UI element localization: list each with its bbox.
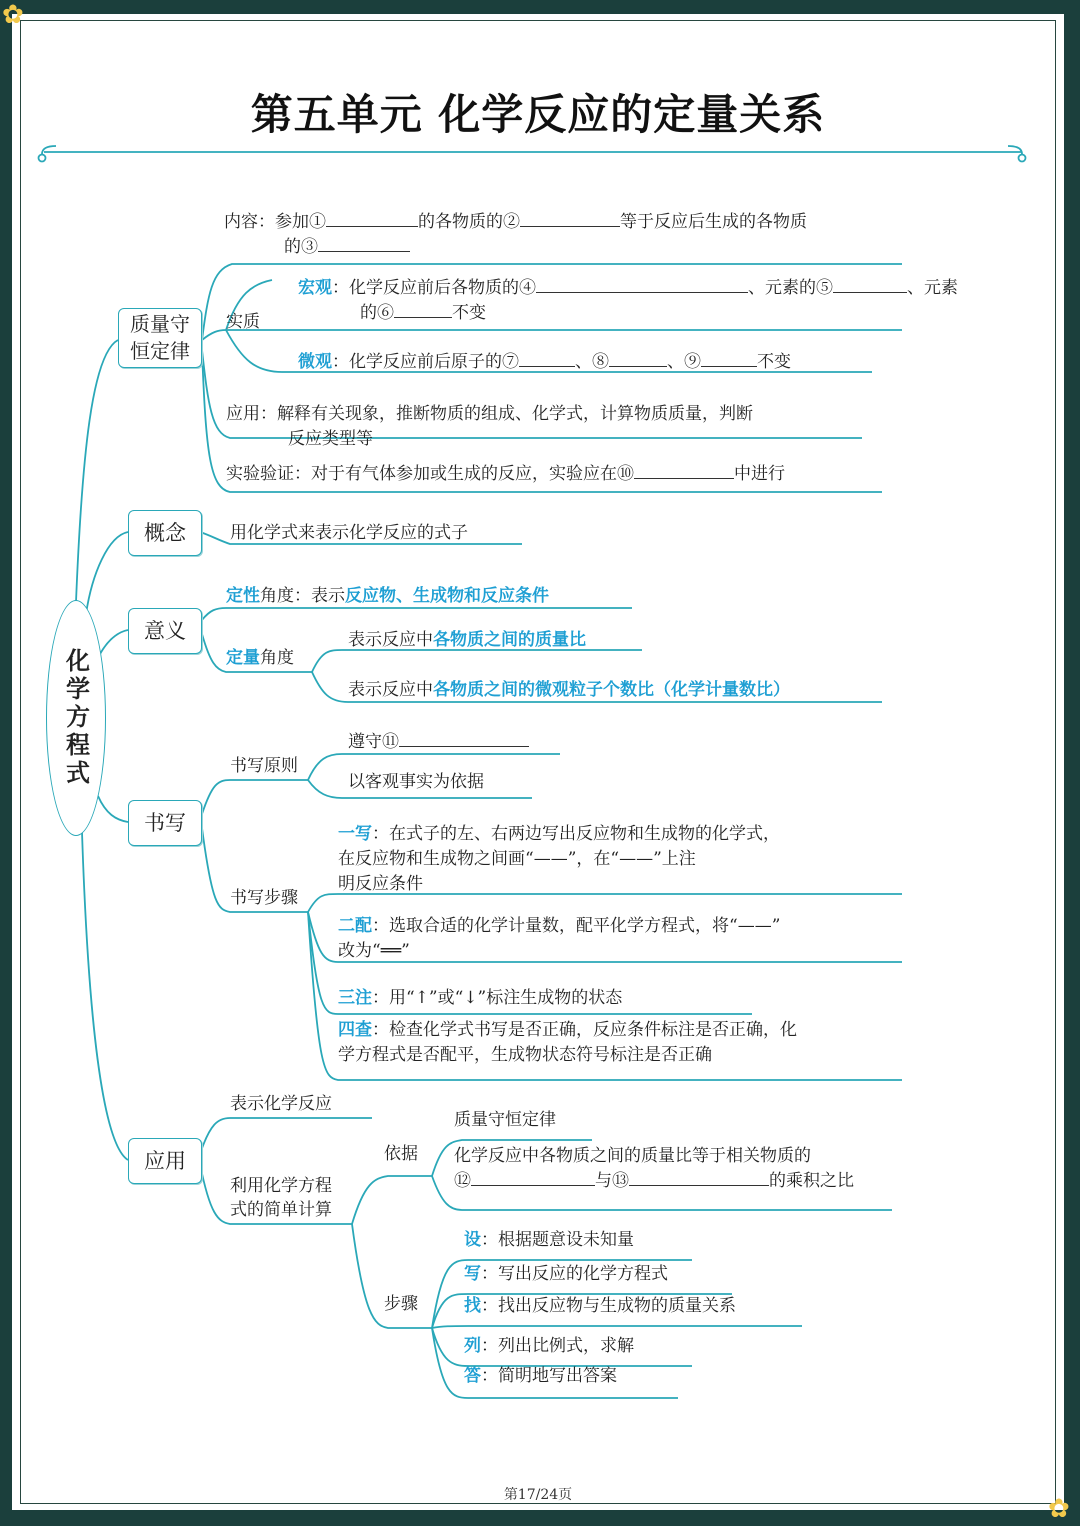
macro-d: 的⑥	[360, 303, 394, 323]
node-mass-conservation-label: 质量守恒定律	[130, 312, 190, 363]
blank-11	[399, 730, 529, 747]
blank-1	[326, 210, 418, 227]
blank-10	[634, 462, 734, 479]
write-step1-line2: 在反应物和生成物之间画“——”，在“——”上注	[338, 849, 696, 869]
s2-a: ：选取合适的化学计量数，配平化学方程式，将“——”	[372, 916, 781, 936]
blank-13	[629, 1169, 769, 1186]
title-rule-left-dot	[39, 155, 46, 162]
micro-d: 不变	[757, 352, 791, 372]
node-application: 应用	[128, 1138, 202, 1184]
calc-step-3	[464, 1294, 736, 1319]
s3-key: 三注	[338, 988, 372, 1008]
write-step1-line1	[338, 822, 780, 847]
meaning-qual	[226, 584, 549, 609]
q2-a: 表示反应中	[348, 680, 433, 700]
s1-key: 一写	[338, 824, 372, 844]
corner-flower-icon: ✿	[1048, 1494, 1070, 1524]
st2-text: ：写出反应的化学方程式	[481, 1264, 668, 1284]
link-root-writing	[98, 796, 128, 822]
macro-e: 不变	[452, 303, 486, 323]
link-calc-basis	[352, 1176, 432, 1224]
calc-step-2	[464, 1262, 668, 1287]
blank-12	[471, 1169, 595, 1186]
q1-a: 表示反应中	[348, 630, 433, 650]
st5-text: ：简明地写出答案	[481, 1366, 617, 1386]
exp-a: 实验验证：对于有气体参加或生成的反应，实验应在⑩	[226, 464, 634, 484]
write-step4-line2: 学方程式是否配平，生成物状态符号标注是否正确	[338, 1045, 712, 1065]
blank-8	[609, 350, 667, 367]
node-mass-conservation	[118, 308, 202, 368]
s4-a: ：检查化学式书写是否正确，反应条件标注是否正确，化	[372, 1020, 797, 1040]
mass-content-b: 的各物质的②	[418, 212, 520, 232]
link-writing-principle	[202, 780, 308, 814]
node-writing: 书写	[128, 800, 202, 846]
blank-9	[701, 350, 757, 367]
page	[12, 14, 1064, 1510]
st3-key: 找	[464, 1296, 481, 1316]
st2-key: 写	[464, 1264, 481, 1284]
write-step1-line3: 明反应条件	[338, 874, 423, 894]
s2-key: 二配	[338, 916, 372, 936]
calc-step-5	[464, 1364, 617, 1389]
concept-text: 用化学式来表示化学反应的式子	[230, 523, 468, 543]
mass-content-a: 内容：参加①	[224, 212, 326, 232]
node-concept: 概念	[128, 510, 202, 556]
write-step4-line1	[338, 1018, 797, 1043]
micro-key: 微观	[298, 352, 332, 372]
st5-key: 答	[464, 1366, 481, 1386]
mass-exp	[226, 462, 785, 487]
blank-4	[536, 276, 748, 293]
macro-key: 宏观	[298, 278, 332, 298]
link-mass-essence	[202, 330, 226, 340]
meaning-quant	[226, 646, 294, 671]
link-root-concept	[86, 532, 128, 614]
mass-app-line1: 应用：解释有关现象，推断物质的组成、化学式，计算物质质量，判断	[226, 404, 753, 424]
node-meaning: 意义	[128, 608, 202, 654]
st4-key: 列	[464, 1336, 481, 1356]
s4-key: 四查	[338, 1020, 372, 1040]
quant-key: 定量	[226, 648, 260, 668]
qual-a: 角度：表示	[260, 586, 345, 606]
micro-c: 、⑨	[667, 352, 701, 372]
b2-d: 的乘积之比	[769, 1171, 854, 1191]
exp-b: 中进行	[734, 464, 785, 484]
writing-principle-2: 以客观事实为依据	[348, 772, 484, 792]
mass-content-line2	[284, 235, 410, 260]
st4-text: ：列出比例式，求解	[481, 1336, 634, 1356]
title-rule-right-dot	[1019, 155, 1026, 162]
write-step2-line1	[338, 914, 780, 939]
page-title: 第五单元 化学反应的定量关系	[250, 90, 826, 139]
write-step3	[338, 986, 622, 1011]
root-node: 化学方程式	[46, 600, 106, 836]
writing-principle-1	[348, 730, 529, 755]
macro-b: 、元素的⑤	[748, 278, 833, 298]
link-quant-1	[312, 650, 642, 672]
writing-principle: 书写原则	[230, 756, 298, 776]
mass-essence: 实质	[226, 312, 260, 332]
calc-step-4	[464, 1334, 634, 1359]
micro-a: ：化学反应前后原子的⑦	[332, 352, 519, 372]
app-steps: 步骤	[384, 1294, 418, 1314]
q2-b: 各物质之间的微观粒子个数比（化学计量数比）	[433, 680, 790, 700]
blank-6	[394, 301, 452, 318]
link-root-meaning	[100, 630, 128, 654]
blank-2	[520, 210, 620, 227]
write-step2-line2: 改为“══”	[338, 941, 410, 961]
app-2-line2: 式的简单计算	[230, 1200, 332, 1220]
blank-7	[519, 350, 575, 367]
quant-a: 角度	[260, 648, 294, 668]
app-2-line1: 利用化学方程	[230, 1176, 332, 1196]
app-basis-1: 质量守恒定律	[454, 1110, 556, 1130]
mass-content-line1	[224, 210, 807, 235]
qual-b: 反应物、生成物和反应条件	[345, 586, 549, 606]
app-basis: 依据	[384, 1144, 418, 1164]
p1-text: 遵守⑪	[348, 732, 399, 752]
writing-steps: 书写步骤	[230, 888, 298, 908]
link-app-1	[200, 1118, 372, 1154]
b2-c: 与⑬	[595, 1171, 629, 1191]
qual-key: 定性	[226, 586, 260, 606]
link-root-application	[82, 832, 128, 1160]
mass-macro-line2	[360, 301, 486, 326]
meaning-quant-1	[348, 628, 586, 653]
blank-5	[833, 276, 907, 293]
s3-a: ：用“↑”或“↓”标注生成物的状态	[372, 988, 623, 1008]
q1-b: 各物质之间的质量比	[433, 630, 586, 650]
page-number: 第17/24页	[503, 1487, 573, 1503]
b2-b: ⑫	[454, 1171, 471, 1191]
meaning-quant-2	[348, 678, 790, 703]
macro-c: 、元素	[907, 278, 958, 298]
micro-b: 、⑧	[575, 352, 609, 372]
mass-app-line2: 反应类型等	[288, 429, 373, 449]
s1-a: ：在式子的左、右两边写出反应物和生成物的化学式，	[372, 824, 780, 844]
st1-key: 设	[464, 1230, 481, 1250]
link-root-mass	[76, 340, 118, 602]
app-basis-2-line2	[454, 1169, 854, 1194]
mass-micro	[298, 350, 791, 375]
macro-a: ：化学反应前后各物质的④	[332, 278, 536, 298]
mass-content-d: 的③	[284, 237, 318, 257]
link-meaning-qual	[202, 608, 632, 620]
mass-macro-line1	[298, 276, 958, 301]
corner-flower-icon: ✿	[2, 0, 24, 30]
mass-content-c: 等于反应后生成的各物质	[620, 212, 807, 232]
blank-3	[318, 235, 410, 252]
st1-text: ：根据题意设未知量	[481, 1230, 634, 1250]
calc-step-1	[464, 1228, 634, 1253]
app-1: 表示化学反应	[230, 1094, 332, 1114]
st3-text: ：找出反应物与生成物的质量关系	[481, 1296, 736, 1316]
link-st-3	[432, 1326, 802, 1328]
app-basis-2-line1: 化学反应中各物质之间的质量比等于相关物质的	[454, 1146, 811, 1166]
